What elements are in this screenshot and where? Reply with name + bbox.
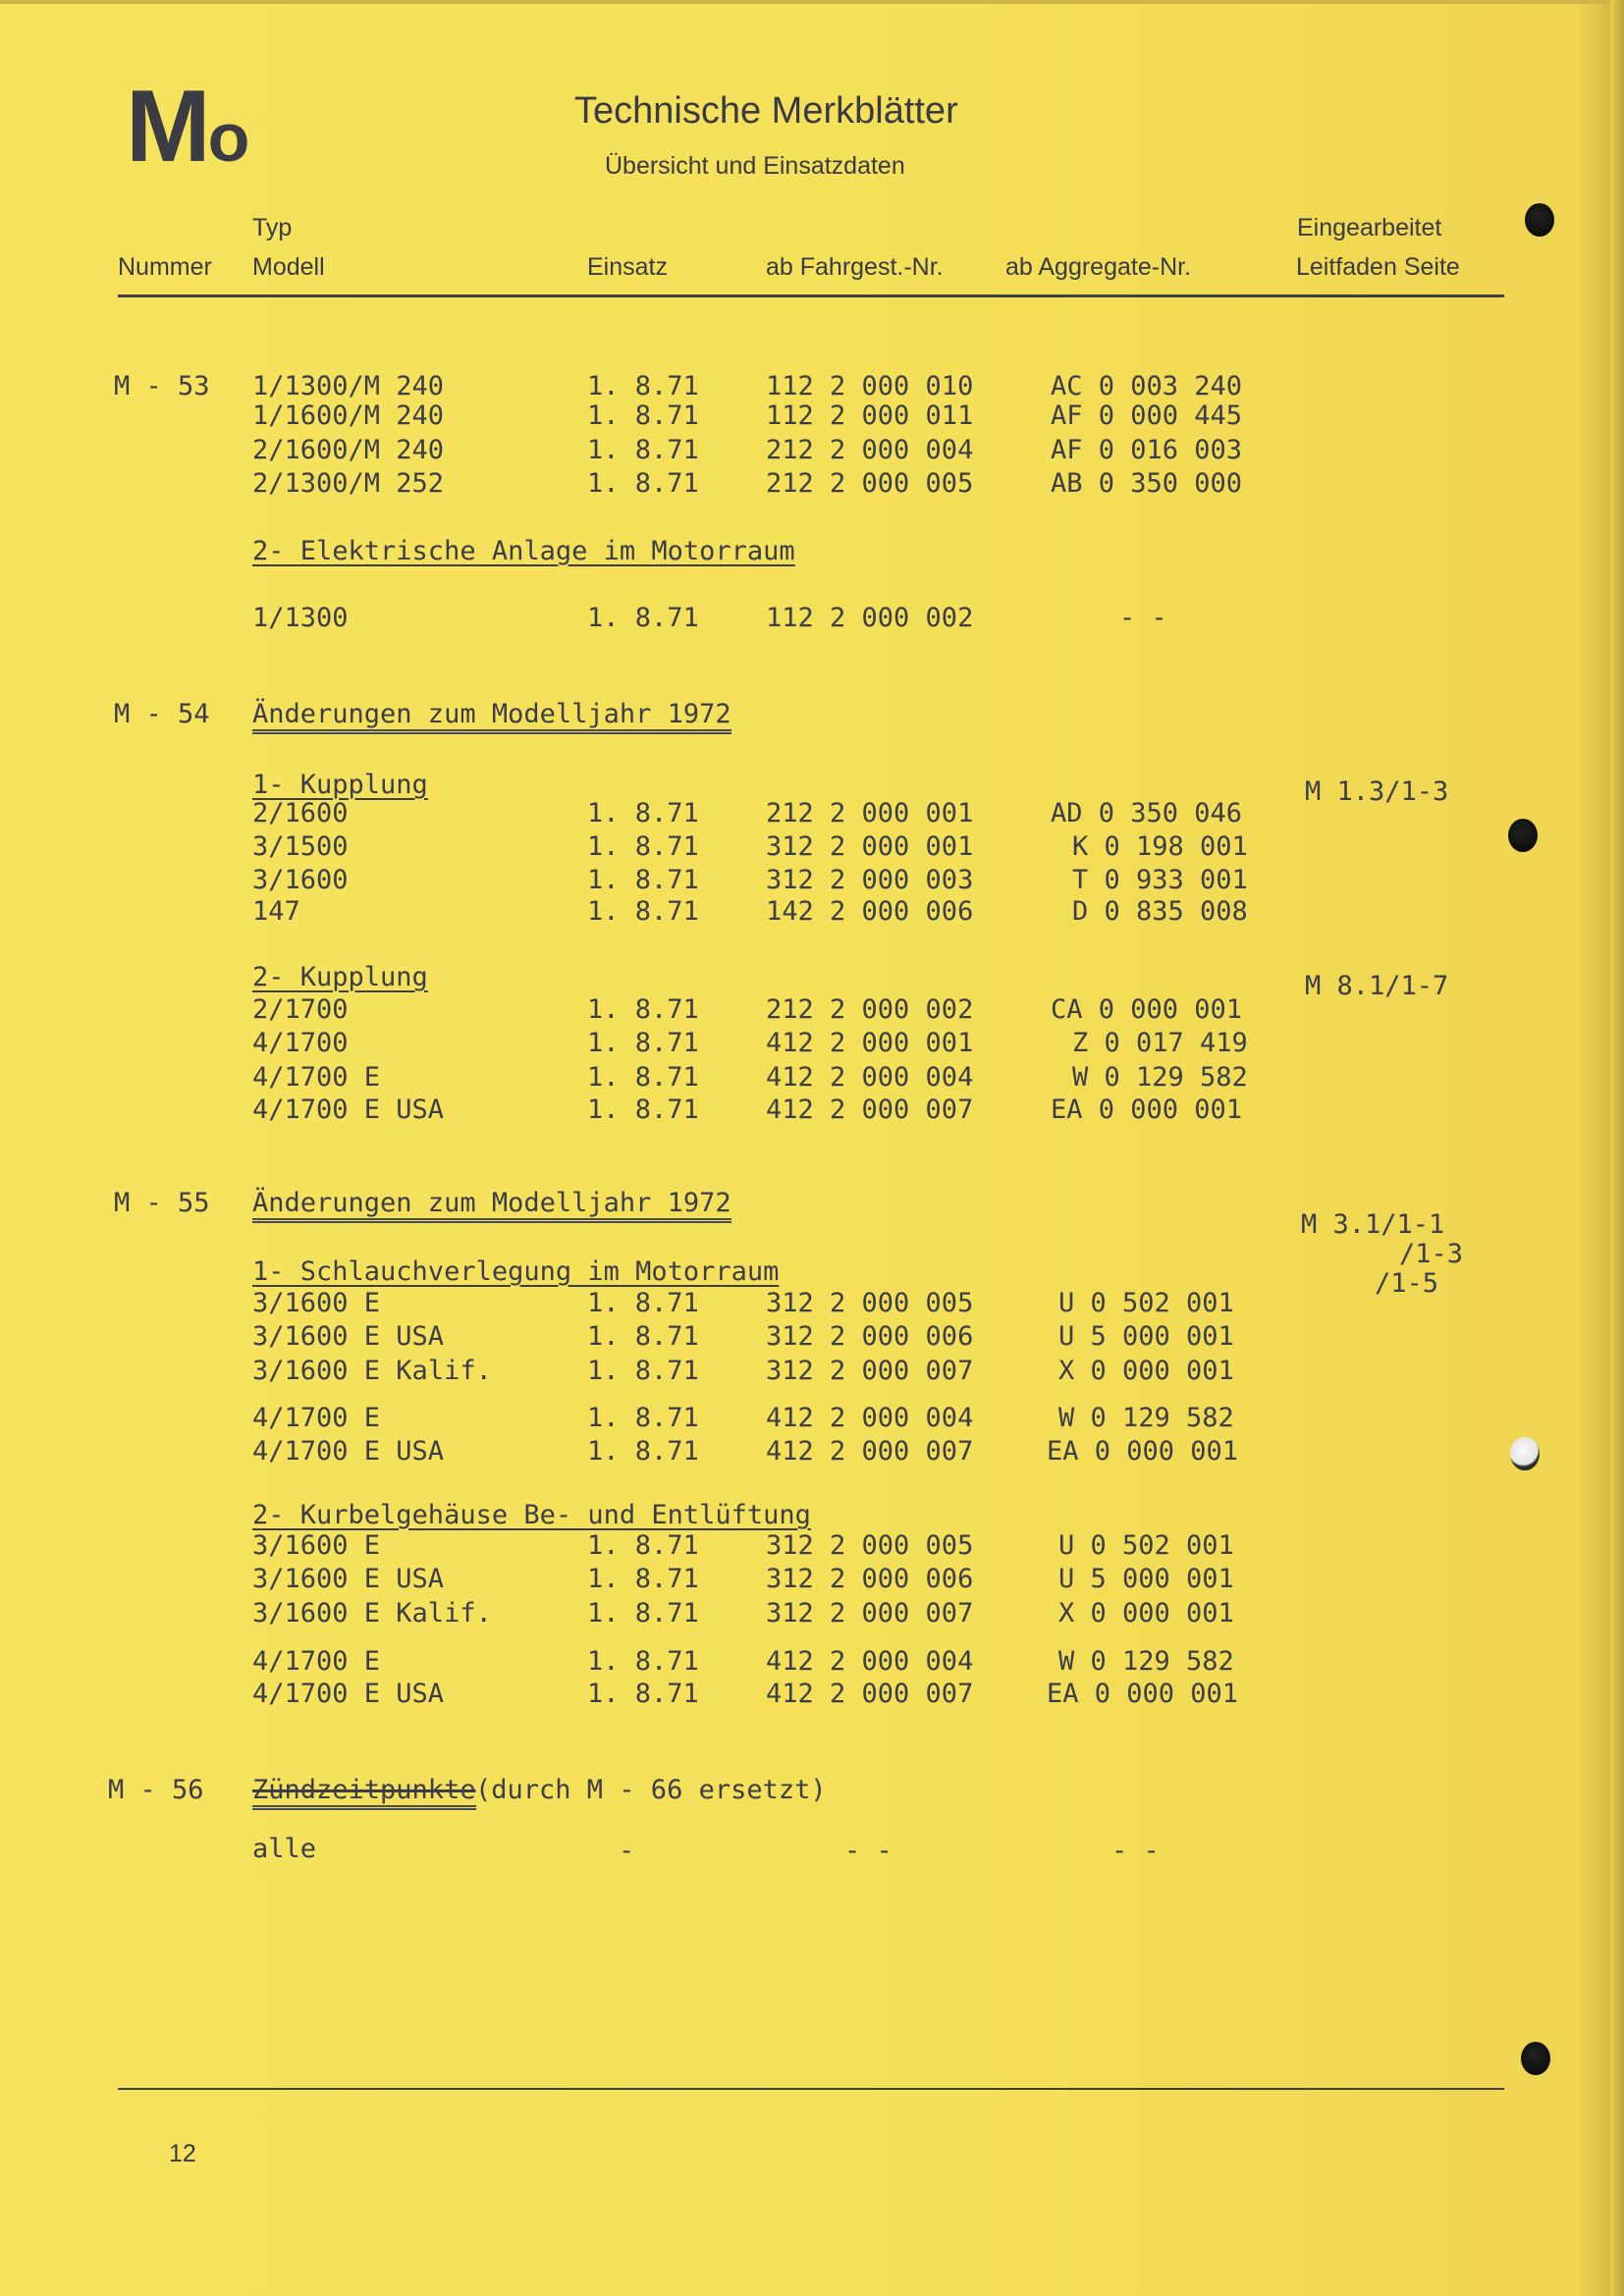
page-right-edge [1610, 0, 1624, 2296]
cell-fahrgest: 312 2 000 003 [766, 865, 974, 895]
cell-einsatz: - [619, 1836, 635, 1866]
cell-aggregate: K 0 198 001 [1072, 831, 1248, 862]
page-subtitle: Übersicht und Einsatzdaten [605, 152, 905, 180]
cell-modell: 4/1700 E USA [252, 1679, 445, 1709]
header-rule [118, 294, 1504, 297]
cell-fahrgest: 412 2 000 004 [766, 1403, 974, 1433]
cell-fahrgest: 312 2 000 007 [766, 1356, 974, 1386]
cell-modell: 2/1600/M 240 [252, 435, 445, 465]
section-heading-note: (durch M - 66 ersetzt) [475, 1775, 827, 1805]
page-number: 12 [169, 2140, 196, 2167]
cell-fahrgest: 112 2 000 011 [766, 400, 974, 431]
cell-aggregate: W 0 129 582 [1058, 1646, 1234, 1677]
section-number: M - 55 [114, 1188, 210, 1218]
cell-modell: 3/1600 E Kalif. [252, 1356, 492, 1386]
cell-aggregate: AF 0 016 003 [1051, 435, 1243, 465]
cell-einsatz: 1. 8.71 [587, 798, 699, 828]
cell-einsatz: 1. 8.71 [587, 400, 699, 431]
cell-aggregate: U 5 000 001 [1058, 1321, 1234, 1352]
sub-heading: 1- Schlauchverlegung im Motorraum [252, 1256, 780, 1287]
cell-einsatz: 1. 8.71 [587, 865, 699, 895]
cell-fahrgest: 212 2 000 001 [766, 798, 974, 828]
cell-modell: 3/1600 E [252, 1530, 381, 1561]
cell-aggregate: Z 0 017 419 [1072, 1028, 1248, 1058]
cell-aggregate: - - [1119, 603, 1167, 633]
binder-hole [1525, 203, 1554, 237]
cell-modell: 3/1600 [252, 865, 349, 895]
binder-hole [1521, 2042, 1550, 2075]
cell-einsatz: 1. 8.71 [587, 1598, 699, 1629]
cell-aggregate: D 0 835 008 [1072, 896, 1248, 927]
section-heading: Änderungen zum Modelljahr 1972 [252, 1188, 731, 1223]
cell-einsatz: 1. 8.71 [587, 1356, 699, 1386]
cell-modell: 2/1300/M 252 [252, 468, 445, 499]
leitfaden-ref: M 3.1/1-1 [1301, 1209, 1445, 1240]
cell-modell: 3/1600 E [252, 1288, 381, 1318]
cell-modell: 1/1300/M 240 [252, 371, 445, 401]
cell-fahrgest: 312 2 000 007 [766, 1598, 974, 1629]
cell-aggregate: U 0 502 001 [1058, 1530, 1234, 1561]
cell-modell: 4/1700 E USA [252, 1095, 445, 1125]
cell-aggregate: AC 0 003 240 [1051, 371, 1243, 401]
col-header-aggregate: ab Aggregate-Nr. [1005, 253, 1192, 281]
cell-einsatz: 1. 8.71 [587, 1062, 699, 1093]
cell-aggregate: AB 0 350 000 [1051, 468, 1243, 499]
cell-einsatz: 1. 8.71 [587, 994, 699, 1025]
cell-modell: 3/1600 E USA [252, 1321, 445, 1352]
section-logo [126, 69, 249, 186]
cell-aggregate: W 0 129 582 [1058, 1403, 1234, 1433]
cell-fahrgest: 312 2 000 006 [766, 1564, 974, 1594]
cell-modell: alle [252, 1834, 317, 1864]
sub-heading: 1- Kupplung [252, 770, 428, 800]
cell-modell: 4/1700 E [252, 1062, 381, 1093]
cell-aggregate: X 0 000 001 [1058, 1598, 1234, 1629]
section-number: M - 56 [108, 1775, 204, 1805]
cell-einsatz: 1. 8.71 [587, 603, 699, 633]
sub-heading: 2- Kurbelgehäuse Be- und Entlüftung [252, 1500, 811, 1530]
cell-fahrgest: 212 2 000 002 [766, 994, 974, 1025]
cell-fahrgest: 112 2 000 002 [766, 603, 974, 633]
cell-modell: 1/1600/M 240 [252, 400, 445, 431]
col-header-nummer: Nummer [118, 253, 212, 281]
leitfaden-ref: /1-3 [1399, 1239, 1464, 1269]
cell-fahrgest: 212 2 000 004 [766, 435, 974, 465]
logo-letter-o: o [207, 99, 250, 176]
cell-einsatz: 1. 8.71 [587, 1679, 699, 1709]
cell-aggregate: U 5 000 001 [1058, 1564, 1234, 1594]
cell-einsatz: 1. 8.71 [587, 831, 699, 862]
sub-heading: 2- Elektrische Anlage im Motorraum [252, 536, 795, 566]
cell-aggregate: W 0 129 582 [1072, 1062, 1248, 1093]
cell-modell: 147 [252, 896, 300, 927]
leitfaden-ref: /1-5 [1375, 1268, 1439, 1299]
cell-aggregate: CA 0 000 001 [1051, 994, 1243, 1025]
col-header-leitfaden: Leitfaden Seite [1296, 253, 1460, 281]
cell-fahrgest: 412 2 000 007 [766, 1436, 974, 1467]
cell-einsatz: 1. 8.71 [587, 896, 699, 927]
cell-fahrgest: 312 2 000 005 [766, 1530, 974, 1561]
cell-fahrgest: 312 2 000 006 [766, 1321, 974, 1352]
cell-fahrgest: 142 2 000 006 [766, 896, 974, 927]
cell-modell: 4/1700 E [252, 1403, 381, 1433]
cell-modell: 3/1500 [252, 831, 349, 862]
binder-hole [1510, 1437, 1540, 1470]
cell-aggregate: X 0 000 001 [1058, 1356, 1234, 1386]
binder-hole [1508, 819, 1538, 852]
cell-einsatz: 1. 8.71 [587, 1095, 699, 1125]
cell-einsatz: 1. 8.71 [587, 468, 699, 499]
cell-aggregate: AF 0 000 445 [1051, 400, 1243, 431]
cell-einsatz: 1. 8.71 [587, 1564, 699, 1594]
footer-rule [118, 2088, 1504, 2090]
cell-fahrgest: 412 2 000 001 [766, 1028, 974, 1058]
col-header-eingearbeitet: Eingearbeitet [1297, 214, 1442, 241]
cell-fahrgest: 412 2 000 007 [766, 1095, 974, 1125]
cell-einsatz: 1. 8.71 [587, 1436, 699, 1467]
cell-einsatz: 1. 8.71 [587, 1321, 699, 1352]
page-title: Technische Merkblätter [574, 90, 958, 132]
cell-modell: 2/1600 [252, 798, 349, 828]
cell-fahrgest: 412 2 000 004 [766, 1062, 974, 1093]
col-header-typ: Typ [252, 214, 293, 241]
cell-aggregate: EA 0 000 001 [1047, 1436, 1239, 1467]
cell-modell: 4/1700 E USA [252, 1436, 445, 1467]
cell-fahrgest: - - [844, 1836, 893, 1866]
leitfaden-ref: M 8.1/1-7 [1305, 971, 1449, 1001]
page-top-edge [0, 0, 1624, 4]
cell-aggregate: U 0 502 001 [1058, 1288, 1234, 1318]
cell-fahrgest: 412 2 000 007 [766, 1679, 974, 1709]
cell-fahrgest: 312 2 000 005 [766, 1288, 974, 1318]
cell-einsatz: 1. 8.71 [587, 1646, 699, 1677]
cell-aggregate: - - [1111, 1836, 1160, 1866]
cell-modell: 4/1700 E [252, 1646, 381, 1677]
cell-fahrgest: 112 2 000 010 [766, 371, 974, 401]
cell-einsatz: 1. 8.71 [587, 371, 699, 401]
cell-fahrgest: 412 2 000 004 [766, 1646, 974, 1677]
col-header-modell: Modell [252, 253, 325, 281]
cell-fahrgest: 312 2 000 001 [766, 831, 974, 862]
sub-heading: 2- Kupplung [252, 962, 428, 992]
cell-einsatz: 1. 8.71 [587, 1028, 699, 1058]
cell-aggregate: T 0 933 001 [1072, 865, 1248, 895]
cell-aggregate: EA 0 000 001 [1051, 1095, 1243, 1125]
cell-modell: 2/1700 [252, 994, 349, 1025]
section-heading-struck: Zündzeitpunkte [252, 1775, 476, 1810]
leitfaden-ref: M 1.3/1-3 [1305, 776, 1449, 807]
section-heading: Änderungen zum Modelljahr 1972 [252, 699, 731, 734]
cell-modell: 1/1300 [252, 603, 349, 633]
cell-aggregate: AD 0 350 046 [1051, 798, 1243, 828]
logo-letter-m: M [126, 70, 208, 184]
cell-einsatz: 1. 8.71 [587, 1288, 699, 1318]
cell-einsatz: 1. 8.71 [587, 1403, 699, 1433]
cell-aggregate: EA 0 000 001 [1047, 1679, 1239, 1709]
cell-modell: 4/1700 [252, 1028, 349, 1058]
cell-modell: 3/1600 E USA [252, 1564, 445, 1594]
col-header-einsatz: Einsatz [587, 253, 668, 281]
section-number: M - 53 [114, 371, 210, 401]
col-header-fahrgest: ab Fahrgest.-Nr. [766, 253, 944, 281]
section-number: M - 54 [114, 699, 210, 729]
cell-einsatz: 1. 8.71 [587, 1530, 699, 1561]
cell-einsatz: 1. 8.71 [587, 435, 699, 465]
cell-modell: 3/1600 E Kalif. [252, 1598, 492, 1629]
cell-fahrgest: 212 2 000 005 [766, 468, 974, 499]
